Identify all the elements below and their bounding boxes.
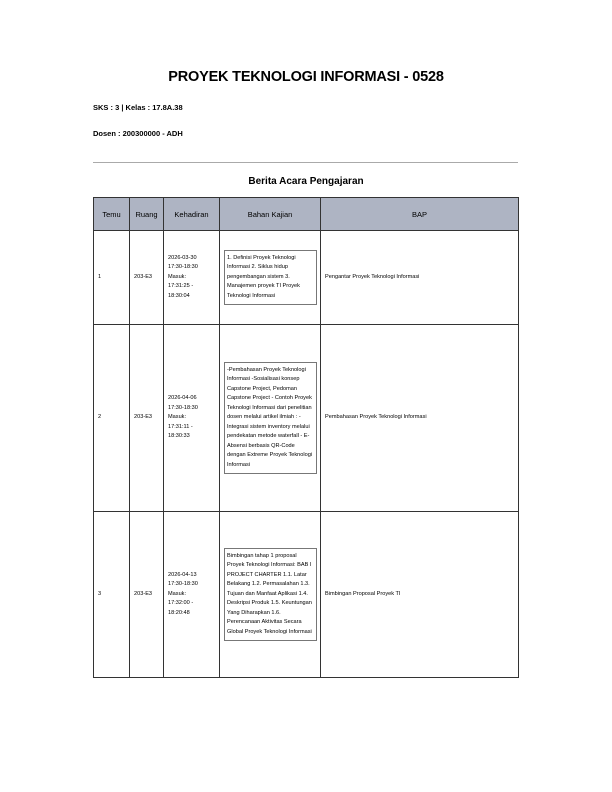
kehadiran-in: 17:31:25 -	[168, 283, 194, 290]
table-row	[94, 512, 519, 678]
kehadiran-time: 17:30-18:30	[168, 581, 198, 588]
kehadiran-date: 2026-04-13	[168, 571, 197, 578]
cell-bahan-kajian	[220, 231, 321, 325]
table-header-row	[94, 198, 519, 231]
cell-bahan-kajian	[220, 325, 321, 512]
kehadiran-out: 18:20:48	[168, 609, 190, 616]
cell-bap: Pengantar Proyek Teknologi Informasi	[321, 231, 519, 325]
kehadiran-in: 17:31:11 -	[168, 423, 193, 430]
bahan-kajian-text: -Pembahasan Proyek Teknologi Informasi -Sosialisasi konsep Capstone Project, Pedoman Capstone Project - Contoh Proyek Teknologi Informasi dari penelitian dosen melalui artikel ilmiah : - Integrasi sistem inventory melalui pendekatan metode waterfall - E-Absensi berbasis QR-Code dengan Extreme Proyek Teknologi Informasi	[224, 362, 317, 475]
sks-kelas-line: SKS : 3 | Kelas : 17.8A.38	[93, 103, 183, 112]
kehadiran-label: Masuk:	[168, 414, 187, 421]
cell-temu: 1	[94, 231, 130, 325]
bap-table	[93, 197, 519, 678]
header-ruang: Ruang	[130, 198, 164, 231]
cell-bahan-kajian	[220, 512, 321, 678]
bahan-kajian-text: Bimbingan tahap 1 proposal Proyek Teknologi Informasi: BAB I PROJECT CHARTER 1.1. Latar Belakang 1.2. Permasalahan 1.3. Tujuan dan Manfaat Aplikasi 1.4. Deskripsi Produk 1.5. Keuntungan Yang Diharapkan 1.6. Perencanaan Aktivitas Secara Global Proyek Teknologi Informasi	[224, 548, 317, 642]
cell-ruang: 203-E3	[130, 231, 164, 325]
kehadiran-time: 17:30-18:30	[168, 404, 198, 411]
kehadiran-in: 17:32:00 -	[168, 600, 194, 607]
header-bap: BAP	[321, 198, 519, 231]
cell-bap: Pembahasan Proyek Teknologi Informasi	[321, 325, 519, 512]
cell-temu: 3	[94, 512, 130, 678]
cell-kehadiran	[164, 512, 220, 678]
cell-bap: Bimbingan Proposal Proyek TI	[321, 512, 519, 678]
cell-ruang: 203-E3	[130, 512, 164, 678]
page-title: PROYEK TEKNOLOGI INFORMASI - 0528	[168, 69, 444, 85]
kehadiran-date: 2026-03-30	[168, 254, 197, 261]
table-title: Berita Acara Pengajaran	[248, 176, 364, 187]
bahan-kajian-text: 1. Definisi Proyek Teknologi Informasi 2. Siklus hidup pengembangan sistem 3. Manajemen proyek TI Proyek Teknologi Informasi	[224, 250, 317, 306]
cell-kehadiran	[164, 231, 220, 325]
kehadiran-time: 17:30-18:30	[168, 264, 198, 271]
header-bahan-kajian: Bahan Kajian	[220, 198, 321, 231]
table-row	[94, 325, 519, 512]
kehadiran-out: 18:30:33	[168, 433, 190, 440]
kehadiran-label: Masuk:	[168, 590, 187, 597]
header-kehadiran: Kehadiran	[164, 198, 220, 231]
table-row	[94, 231, 519, 325]
cell-ruang: 203-E3	[130, 325, 164, 512]
cell-kehadiran	[164, 325, 220, 512]
divider	[93, 162, 518, 163]
dosen-line: Dosen : 200300000 - ADH	[93, 129, 183, 138]
kehadiran-out: 18:30:04	[168, 292, 190, 299]
kehadiran-date: 2026-04-06	[168, 395, 197, 402]
header-temu: Temu	[94, 198, 130, 231]
cell-temu: 2	[94, 325, 130, 512]
kehadiran-label: Masuk:	[168, 273, 187, 280]
